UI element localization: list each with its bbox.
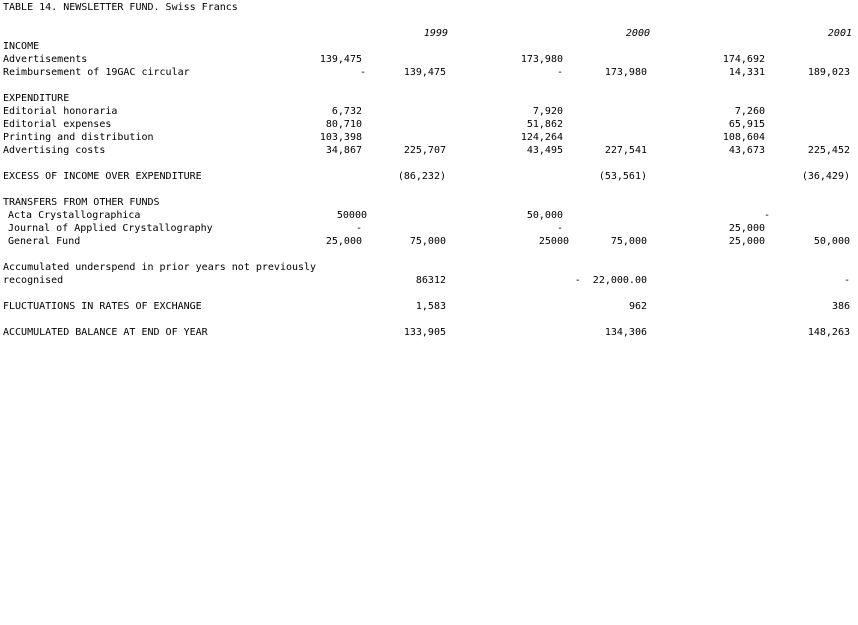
table-cell: -	[355, 223, 362, 234]
table-cell: 173,980	[604, 67, 647, 78]
table-cell: - 22,000.00	[574, 275, 647, 286]
table-cell: 139,475	[403, 67, 446, 78]
table-cell: 174,692	[722, 54, 765, 65]
table-cell: -	[556, 223, 563, 234]
row-label: FLUCTUATIONS IN RATES OF EXCHANGE	[3, 301, 202, 312]
year-header-2000: 2000	[625, 28, 650, 39]
table-cell: 50,000	[526, 210, 563, 221]
row-label: Editorial expenses	[3, 119, 112, 130]
table-cell: 65,915	[728, 119, 765, 130]
table-cell: 25000	[538, 236, 569, 247]
table-cell: 25,000	[728, 223, 765, 234]
row-label: Printing and distribution	[3, 132, 154, 143]
table-cell: 386	[831, 301, 850, 312]
row-label: Advertisements	[3, 54, 88, 65]
table-cell: 133,905	[403, 327, 446, 338]
table-cell: -	[359, 67, 366, 78]
table-cell: 108,604	[722, 132, 765, 143]
table-cell: 225,707	[403, 145, 446, 156]
row-label: INCOME	[3, 41, 40, 52]
table-cell: (53,561)	[598, 171, 647, 182]
table-cell: 75,000	[409, 236, 446, 247]
table-cell: 14,331	[728, 67, 765, 78]
row-label: TRANSFERS FROM OTHER FUNDS	[3, 197, 160, 208]
row-label: Advertising costs	[3, 145, 106, 156]
row-label: EXCESS OF INCOME OVER EXPENDITURE	[3, 171, 202, 182]
row-label: Acta Crystallographica	[8, 210, 141, 221]
table-cell: 7,920	[532, 106, 563, 117]
table-cell: 34,867	[325, 145, 362, 156]
table-cell: -	[843, 275, 850, 286]
table-cell: 103,398	[319, 132, 362, 143]
table-cell: 51,862	[526, 119, 563, 130]
table-cell: 124,264	[520, 132, 563, 143]
table-cell: -	[763, 210, 770, 221]
table-cell: (36,429)	[801, 171, 850, 182]
table-cell: 7,260	[734, 106, 765, 117]
table-cell: 50000	[336, 210, 367, 221]
table-cell: 43,673	[728, 145, 765, 156]
table-cell: 227,541	[604, 145, 647, 156]
row-label: recognised	[3, 275, 64, 286]
table-cell: 75,000	[610, 236, 647, 247]
year-header-2001: 2001	[827, 28, 852, 39]
table-cell: (86,232)	[397, 171, 446, 182]
table-cell: 225,452	[807, 145, 850, 156]
table-cell: 50,000	[813, 236, 850, 247]
table-cell: -	[556, 67, 563, 78]
table-cell: 1,583	[415, 301, 446, 312]
table-cell: 86312	[415, 275, 446, 286]
table-cell: 25,000	[728, 236, 765, 247]
row-label: General Fund	[8, 236, 81, 247]
row-label: Reimbursement of 19GAC circular	[3, 67, 190, 78]
table-cell: 173,980	[520, 54, 563, 65]
year-header-1999: 1999	[423, 28, 448, 39]
table-cell: 139,475	[319, 54, 362, 65]
table-title: TABLE 14. NEWSLETTER FUND. Swiss Francs	[3, 2, 238, 13]
row-label: Editorial honoraria	[3, 106, 118, 117]
table-cell: 25,000	[325, 236, 362, 247]
row-label: EXPENDITURE	[3, 93, 70, 104]
row-label: Accumulated underspend in prior years not previously	[3, 262, 317, 273]
table-cell: 80,710	[325, 119, 362, 130]
table-cell: 148,263	[807, 327, 850, 338]
table-cell: 189,023	[807, 67, 850, 78]
table-cell: 6,732	[331, 106, 362, 117]
table-cell: 134,306	[604, 327, 647, 338]
table-cell: 43,495	[526, 145, 563, 156]
row-label: ACCUMULATED BALANCE AT END OF YEAR	[3, 327, 208, 338]
table-cell: 962	[628, 301, 647, 312]
row-label: Journal of Applied Crystallography	[8, 223, 213, 234]
